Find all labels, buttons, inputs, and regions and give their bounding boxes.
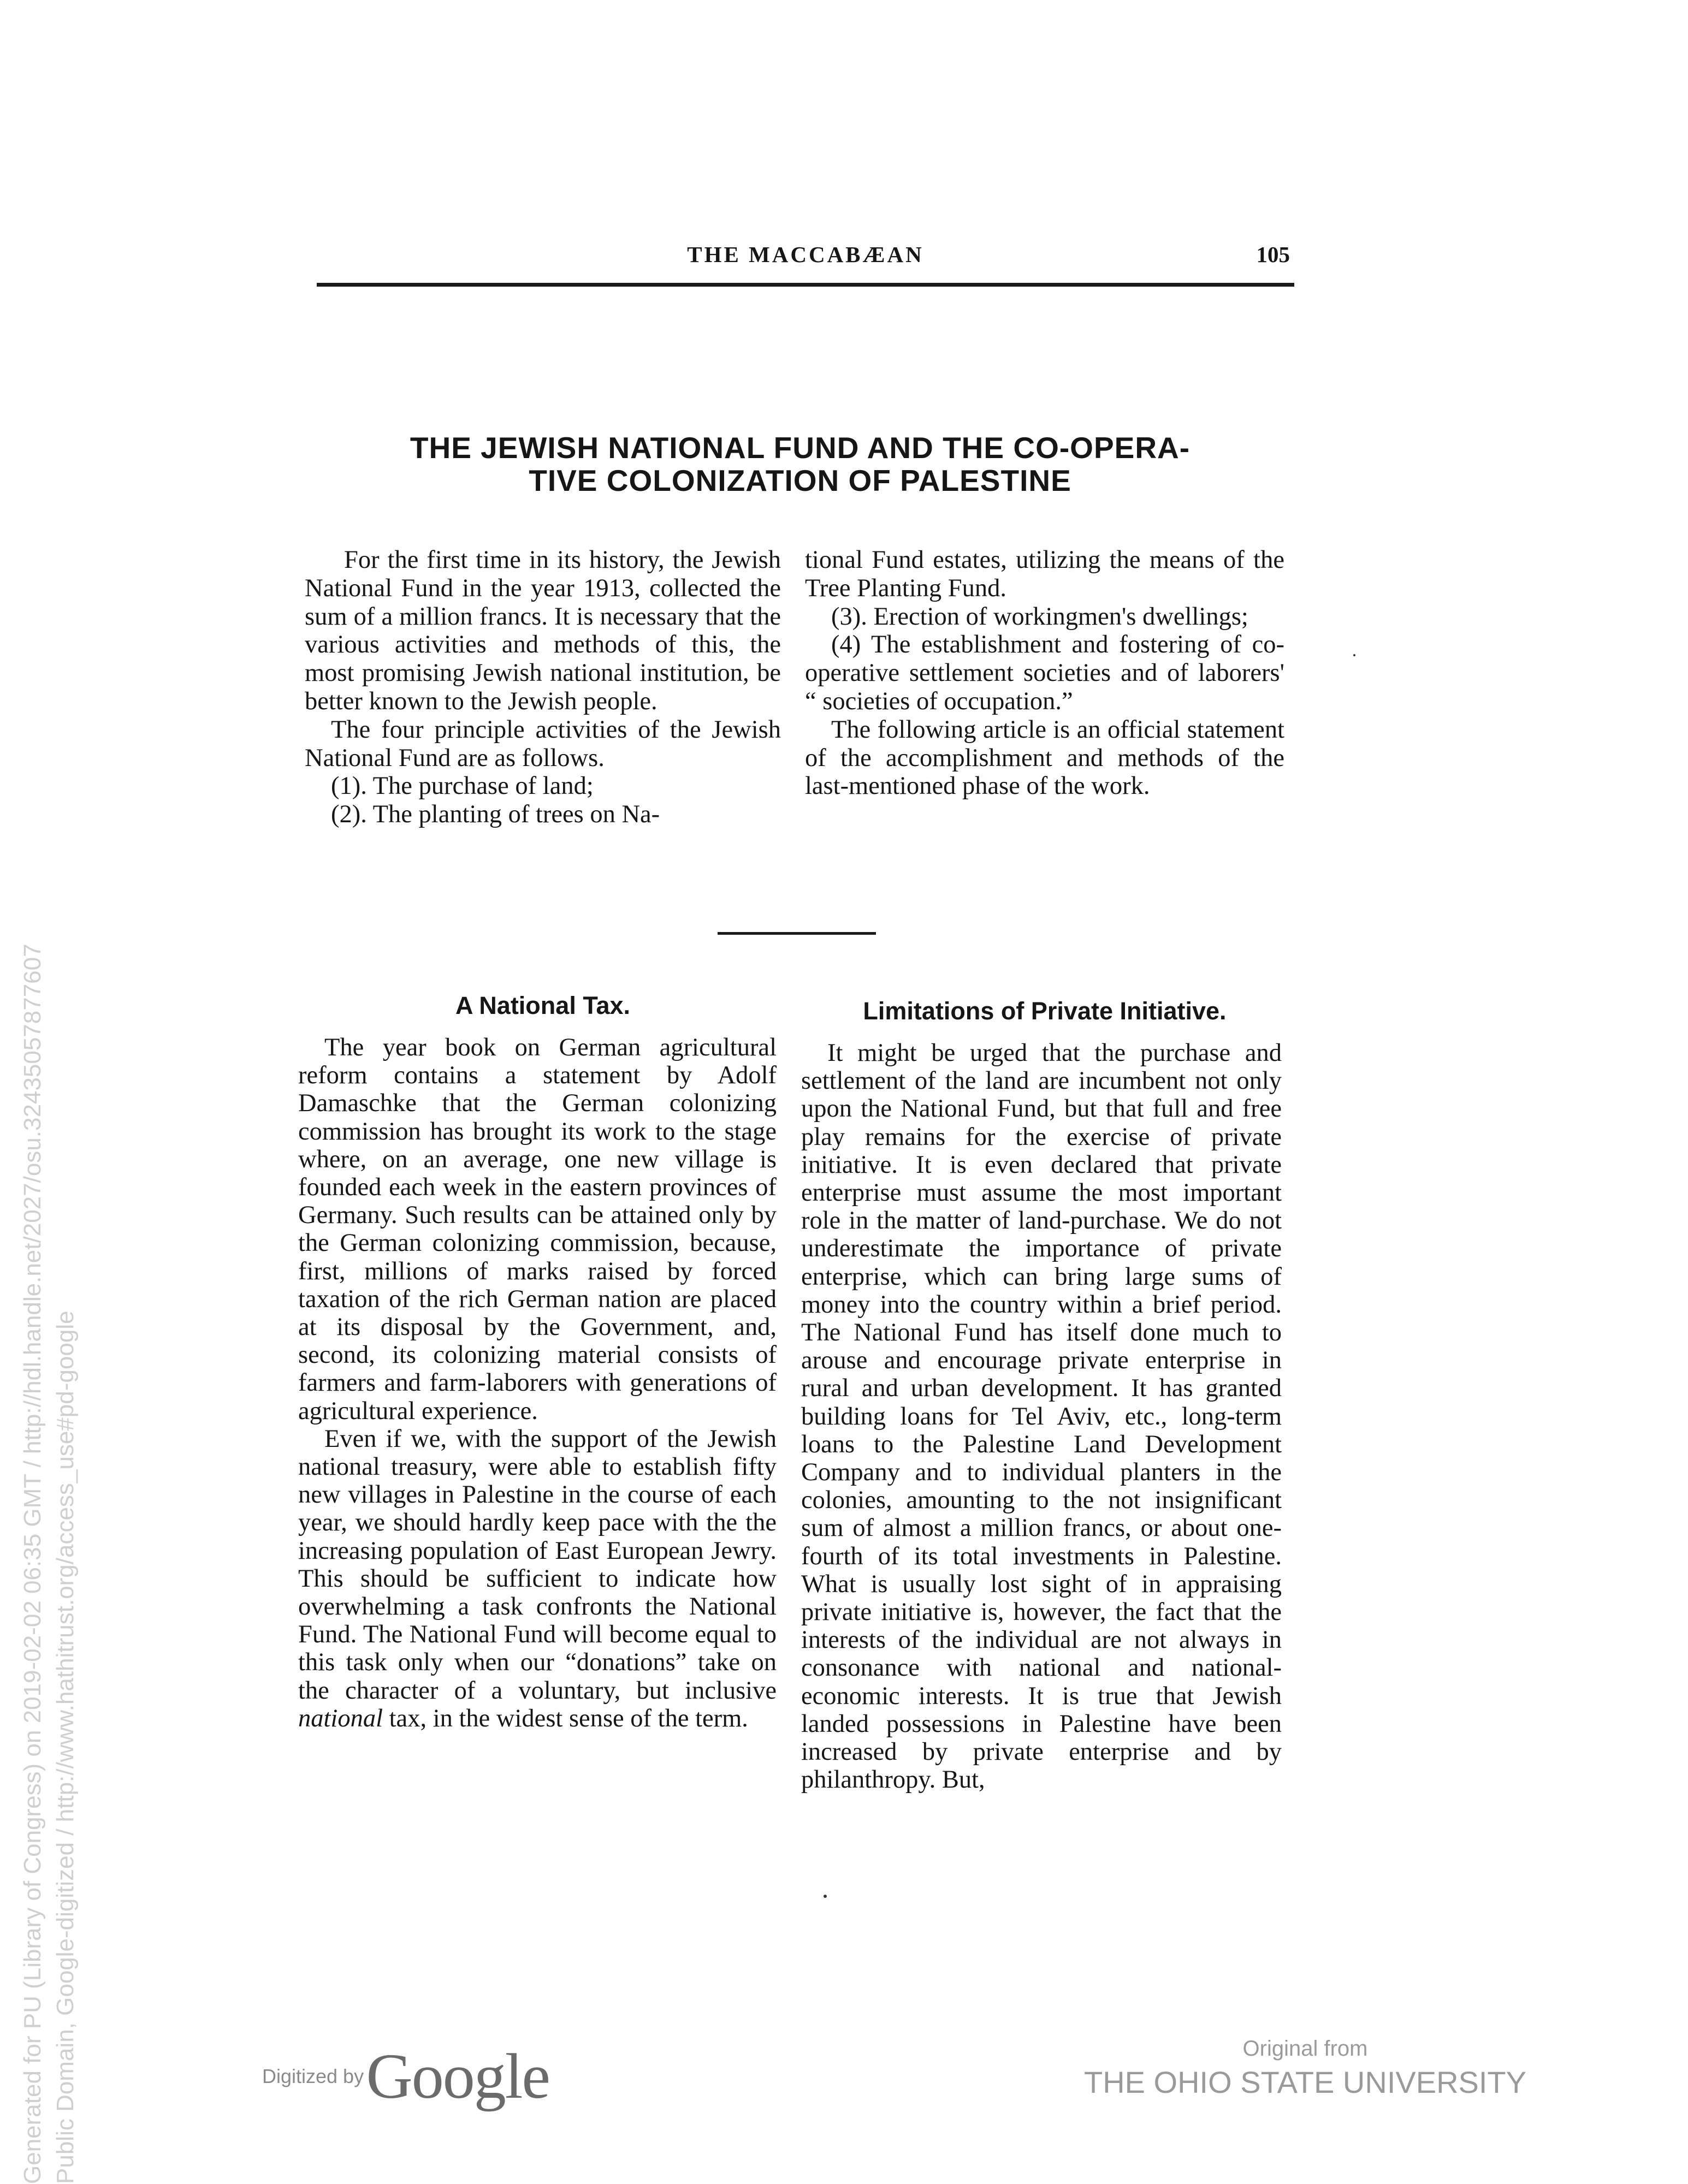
section-heading-national-tax: A National Tax. [455, 992, 631, 1019]
watermark-line-2: Public Domain, Google-digitized / http://www.hathitrust.org/access_use#pd-google [52, 1310, 79, 2184]
body-text: tax, in the widest sense of the term. [389, 1704, 748, 1732]
body-paragraph: It might be urged that the purchase and settlement of the land are incumbent not only upon the National Fund, but that full and free play remains for the exercise of private initiative. It is even declared that private enterprise must assume the most important role in the matter of land-purchase. We do not underestimate the importance of private enterprise, which can bring large sums of money into the country within a brief period. The National Fund has itself done much to arouse and encourage private enterprise in rural and urban development. It has granted building loans for Tel Aviv, etc., long-term loans to the Palestine Land Development Company and to individual planters in the colonies, amounting to the not insignificant sum of almost a million francs, or about one-fourth of its total investments in Palestine. What is usually lost sight of in appraising private initiative is, however, the fact that the interests of the individual are not always in consonance with national and national-economic interests. It is true that Jewish landed possessions in Palestine have been increased by private enterprise and by philanthropy. But, [801, 1039, 1282, 1794]
intro-list-item: (4) The establishment and fostering of co-operative settlement societies and of laborers' “ societies of occupation.” [805, 631, 1284, 715]
intro-list-item: (3). Erection of workingmen's dwellings; [831, 602, 1248, 631]
google-logo: Google [366, 2040, 549, 2112]
print-speck [824, 1895, 827, 1898]
print-speck [1353, 654, 1355, 656]
article-title-line-1: THE JEWISH NATIONAL FUND AND THE CO-OPERA- [410, 431, 1191, 465]
intro-list-item: (1). The purchase of land; [331, 772, 594, 800]
institution-name: THE OHIO STATE UNIVERSITY [1083, 2065, 1526, 2099]
intro-left-column [305, 546, 781, 829]
access-watermark [16, 710, 82, 2184]
intro-paragraph: The following article is an official statement of the accomplishment and methods of the last-mentioned phase of the work. [805, 715, 1284, 800]
section-separator [718, 932, 876, 935]
watermark-line-1: Generated for PU (Library of Congress) on 2019-02-02 06:35 GMT / http://hdl.handle.net/2027/osu.32435057877607 [19, 943, 46, 2184]
digitized-prefix: Digitized by [262, 2065, 364, 2087]
emphasis-word: national [298, 1704, 383, 1732]
body-right-column [801, 1039, 1282, 1794]
body-paragraph [298, 1425, 777, 1732]
intro-list-item: (2). The planting of trees on Na- [331, 800, 660, 829]
digitized-by-google [262, 2039, 549, 2114]
intro-paragraph: The four principle activities of the Jewish National Fund are as follows. [305, 715, 781, 772]
original-from-credit [1054, 2037, 1556, 2100]
intro-paragraph: For the first time in its history, the Jewish National Fund in the year 1913, collected the sum of a million francs. It is necessary that the various activities and methods of this, the most promising Jewish national institution, be better known to the Jewish people. [305, 546, 781, 715]
running-head [317, 239, 1294, 287]
body-text: Even if we, with the support of the Jewish national treasury, were able to establish fifty new villages in Palestine in the course of each year, we should hardly keep pace with the the increasing population of East European Jewry. This should be sufficient to indicate how overwhelming a task confronts the National Fund. The National Fund will become equal to this task only when our “donations” take on the character of a voluntary, but inclusive [298, 1425, 777, 1705]
article-title [306, 431, 1294, 497]
page-number: 105 [1256, 242, 1290, 267]
original-from-label: Original from [1242, 2037, 1368, 2061]
article-title-line-2: TIVE COLONIZATION OF PALESTINE [529, 464, 1071, 497]
intro-paragraph: tional Fund estates, utilizing the means of the Tree Planting Fund. [805, 546, 1284, 602]
intro-right-column [805, 546, 1284, 800]
body-paragraph: The year book on German agricultural reform contains a statement by Adolf Damaschke that the German colonizing commission has brought its work to the stage where, on an average, one new village is founded each week in the eastern provinces of Germany. Such results can be attained only by the German colonizing commission, because, first, millions of marks raised by forced taxation of the rich German nation are placed at its disposal by the Government, and, second, its colonizing material consists of farmers and farm-laborers with generations of agricultural experience. [298, 1034, 777, 1425]
body-left-column [298, 1034, 777, 1732]
journal-name: THE MACCABÆAN [687, 242, 924, 267]
section-heading-private-initiative: Limitations of Private Initiative. [863, 997, 1227, 1025]
